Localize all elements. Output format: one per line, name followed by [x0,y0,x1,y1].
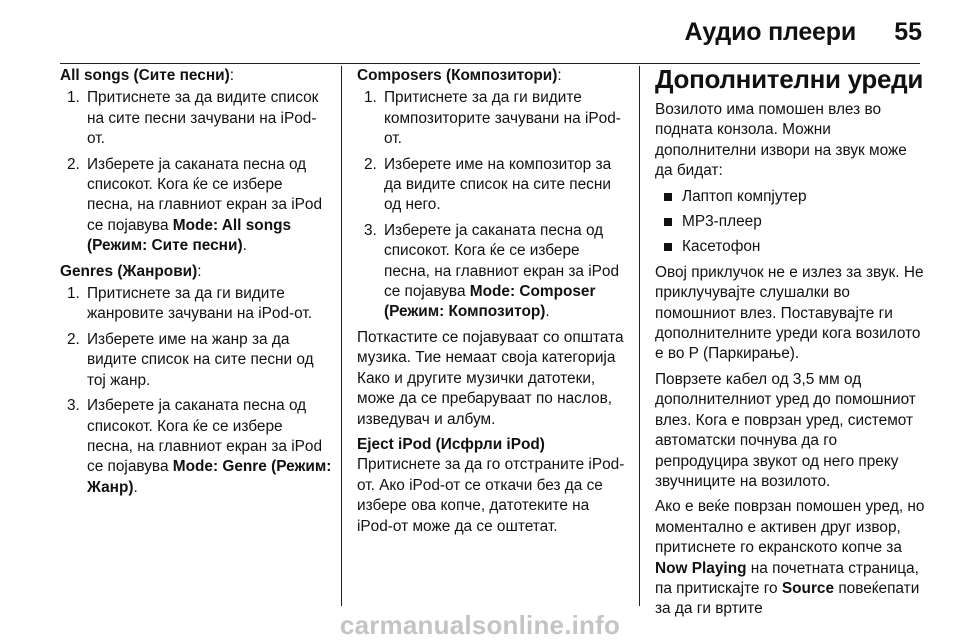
list-item: 3. Изберете ја саканата песна од списокот. Кога ќе се избере песна, на главниот екран за iPod се појавува Mode: Genre (Режим: Жанр). [67,397,332,496]
mode-all-songs-label: Mode: All songs (Режим: Сите песни) [87,216,292,255]
list-item: MP3-плеер [655,212,927,232]
aux-intro: Возилото има помошен влез во подната конзола. Можни дополнителни извори на звук може да бидат: [655,101,907,180]
column-divider-1 [341,66,342,606]
watermark: carmanualsonline.info [339,610,621,640]
eject-heading: Eject iPod (Исфрли iPod) [357,435,545,453]
column-3 [655,66,927,625]
list-item: 2. Изберете ја саканата песна од списокот. Кога ќе се избере песна, на главниот екран за iPod се појавува Mode: All songs (Режим: Сите песни). [67,155,323,255]
square-bullet-icon [664,193,672,201]
aux-devices-heading: Дополнителни уреди [655,64,924,94]
list-item: Касетофон [655,237,927,257]
all-songs-heading: All songs (Сите песни): [60,67,234,84]
source-label: Source [781,579,835,597]
eject-text: Притиснете за да го отстраните iPod-от. Ако iPod-от се откачи без да се избере ова копче, датотеките на iPod-от може да се оштетат. [357,456,625,535]
composers-heading: Composers (Композитори): [357,67,562,84]
header-title: Аудио плеери [684,18,856,46]
mode-composer-label: Mode: Composer (Режим: Композитор) [384,283,596,321]
device-list [655,187,927,258]
list-item: 1. Притиснете за да ги видите композиторите зачувани на iPod-от. [364,89,621,148]
list-item: 1. Притиснете за да видите список на сите песни зачувани на iPod-от. [67,89,319,148]
column-2 [357,66,629,542]
list-item: Лаптоп компјутер [655,187,927,207]
no-sound-output-note: Овој приклучок не е излез за звук. Не приклучувајте слушалки во помошниот влез. Поставувајте ги дополнителните уреди кога возилото е во P (Паркирање). [655,263,924,363]
active-source-note: Ако е веќе поврзан помошен уред, но моментално е активен друг извор, притиснете го екранското копче за Now Playing на почетната страница, па притискајте го Source повеќепати за да ги вртите [655,498,925,618]
list-item: 3. Изберете ја саканата песна од списокот. Кога ќе се избере песна, на главниот екран за iPod се појавува Mode: Composer (Режим: Композитор). [364,221,620,321]
now-playing-label: Now Playing [655,559,747,577]
all-songs-steps [60,88,332,256]
page-number: 55 [894,18,922,46]
list-item: 1. Притиснете за да ги видите жанровите зачувани на iPod-от. [67,285,312,323]
list-item: 2. Изберете име на композитор за да видите список на сите песни од него. [364,155,612,214]
genres-heading: Genres (Жанрови): [60,262,202,280]
mode-genre-label: Mode: Genre (Режим: Жанр) [87,458,332,496]
podcast-note: Поткастите се појавуваат со општата музика. Тие немаат своја категорија Како и другите музички датотеки, може да се пребаруваат по наслов, изведувач и албум. [357,328,624,428]
column-1 [60,66,332,503]
square-bullet-icon [664,218,672,226]
list-item: 2. Изберете име на жанр за да видите список на сите песни од тој жанр. [67,330,314,389]
genres-steps [60,284,332,498]
square-bullet-icon [664,243,672,251]
connect-cable-note: Поврзете кабел од 3,5 мм од дополнителниот уред до помошниот влез. Кога е поврзан уред, системот автоматски почнува да го репродуцира звукот од него преку звучниците на возилото. [655,370,916,490]
composers-steps [357,88,629,322]
column-divider-2 [639,66,640,606]
page-header [0,14,960,54]
